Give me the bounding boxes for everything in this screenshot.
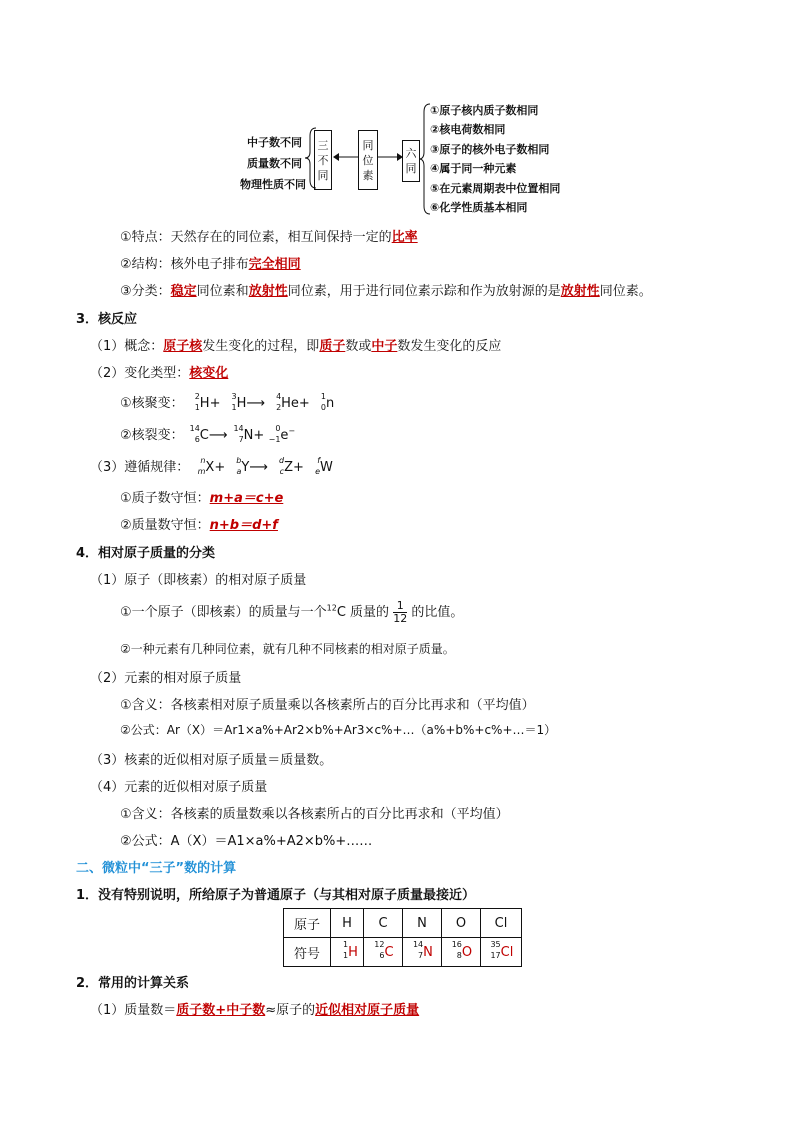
- three-different-box: 三 不 同: [314, 130, 332, 190]
- line: ①含义：各核素相对原子质量乘以各核素所占的百分比再求和（平均值）: [120, 698, 535, 713]
- table-cell: 35 17 Cl: [481, 938, 522, 967]
- atom-symbol-table: [283, 908, 522, 967]
- section-heading: 3．核反应: [76, 312, 138, 327]
- left-list: [240, 132, 306, 195]
- table-cell: 符号: [284, 938, 331, 967]
- section-heading: 4．相对原子质量的分类: [76, 546, 216, 561]
- sub-heading: 1．没有特别说明，所给原子为普通原子（与其相对原子质量最接近）: [76, 888, 476, 903]
- left-item: 质量数不同: [247, 157, 302, 170]
- table-cell: 原子: [284, 909, 331, 938]
- table-row: [284, 938, 522, 967]
- arrow-right-icon: [378, 150, 404, 164]
- isotope-box: 同 位 素: [358, 130, 378, 190]
- right-item: ⑥化学性质基本相同: [430, 201, 528, 215]
- fraction: $\frac{1}{12}$: [393, 599, 408, 625]
- table-cell: 14 7 N: [403, 938, 442, 967]
- line: （3）核素的近似相对原子质量＝质量数。: [90, 753, 333, 768]
- change-type-line: （2）变化类型：核变化: [90, 366, 229, 381]
- table-cell: Cl: [481, 909, 522, 938]
- line: （2）元素的相对原子质量: [90, 671, 242, 686]
- table-cell: 1 1 H: [331, 938, 364, 967]
- table-cell: 12 6 C: [364, 938, 403, 967]
- line: （4）元素的近似相对原子质量: [90, 780, 268, 795]
- right-item: ①原子核内质子数相同: [430, 104, 539, 117]
- iso-classification: ③分类：稳定同位素和放射性同位素，用于进行同位素示踪和作为放射源的是放射性同位素。: [120, 284, 652, 299]
- table-cell: H: [331, 909, 364, 938]
- right-list: [430, 101, 560, 217]
- formula-line: ②公式：Ar（X）＝Ar1×a%+Ar2×b%+Ar3×c%+…（a%+b%+c%+…＝1）: [120, 723, 557, 737]
- line: （1）原子（即核素）的相对原子质量: [90, 573, 307, 588]
- line: ①含义：各核素的质量数乘以各核素所占的百分比再求和（平均值）: [120, 807, 509, 822]
- right-item: ②核电荷数相同: [430, 123, 506, 137]
- right-item: ④属于同一种元素: [430, 162, 517, 176]
- table-cell: O: [442, 909, 481, 938]
- rule-equation: （3）遵循规律： n m X+ b a Y⟶ d c Z+ f e W: [90, 455, 333, 476]
- fission-equation: ②核裂变： 14 6 C⟶ 14 7 N+ 0 −1 e−: [120, 423, 296, 444]
- six-same-box: 六 同: [402, 140, 420, 182]
- iso-structure: ②结构：核外电子排布完全相同: [120, 257, 301, 272]
- fusion-equation: ①核聚变： 2 1 H+ 3 1 H⟶ 4 2 He+ 1 0 n: [120, 391, 335, 412]
- mass-conservation: ②质量数守恒：n+b＝d+f: [120, 518, 278, 533]
- sub-heading: 2．常用的计算关系: [76, 976, 190, 991]
- formula-line: ②公式：A（X）＝A1×a%+A2×b%+……: [120, 834, 373, 849]
- table-row: [284, 909, 522, 938]
- chapter-heading: 二、微粒中“三子”数的计算: [76, 861, 237, 876]
- left-item: 物理性质不同: [240, 178, 306, 191]
- line: ②一种元素有几种同位素，就有几种不同核素的相对原子质量。: [120, 642, 455, 656]
- right-item: ⑤在元素周期表中位置相同: [430, 181, 561, 195]
- proton-conservation: ①质子数守恒：m+a＝c+e: [120, 491, 284, 506]
- arrow-left-icon: [332, 150, 360, 164]
- table-cell: N: [403, 909, 442, 938]
- iso-feature: ①特点：天然存在的同位素，相互间保持一定的比率: [120, 230, 418, 245]
- concept-line: （1）概念：原子核发生变化的过程，即质子数或中子数发生变化的反应: [90, 339, 502, 354]
- right-item: ③原子的核外电子数相同: [430, 142, 550, 156]
- relative-mass-definition: ①一个原子（即核素）的质量与一个$^{12}$C 质量的 $\frac{1}{12}$ 的比值。: [120, 599, 464, 625]
- table-cell: 16 8 O: [442, 938, 481, 967]
- mass-number-relation: （1）质量数＝质子数+中子数≈原子的近似相对原子质量: [90, 1003, 420, 1018]
- left-item: 中子数不同: [247, 136, 302, 149]
- table-cell: C: [364, 909, 403, 938]
